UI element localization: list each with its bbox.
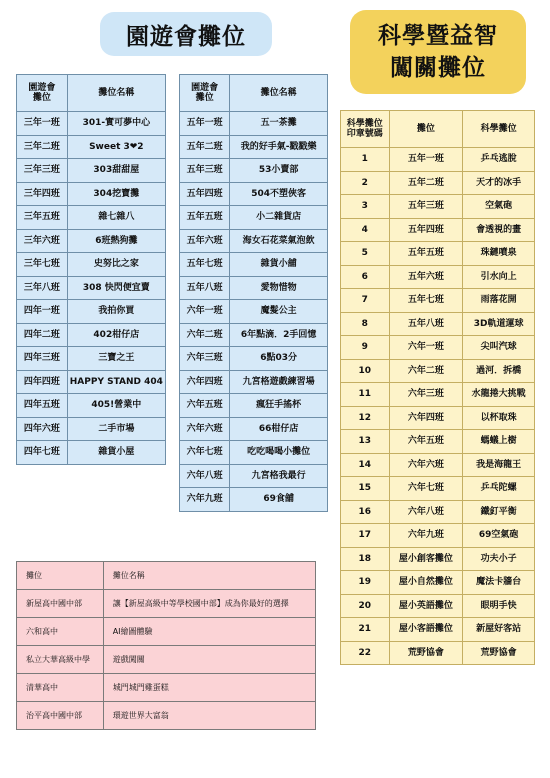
table-cell: 三年三班 (17, 159, 68, 183)
science-table (340, 110, 535, 665)
table-cell: Sweet 3❤2 (67, 135, 165, 159)
table-row (341, 336, 535, 360)
table-row (341, 453, 535, 477)
header-cell: 科學攤位 印章號碼 (341, 111, 390, 148)
table-cell: 四年三班 (17, 347, 68, 371)
table-cell: 三年一班 (17, 112, 68, 136)
table-cell: 2 (341, 171, 390, 195)
table-row (17, 112, 166, 136)
header-row (341, 111, 535, 148)
table-cell: 六年八班 (389, 500, 463, 524)
header-cell: 攤位名稱 (103, 562, 315, 590)
fair-title: 園遊會攤位 (100, 12, 272, 56)
table-cell: 六年四班 (180, 370, 230, 394)
table-cell: 6年點滴．2手回憶 (230, 323, 328, 347)
table-cell: 三年八班 (17, 276, 68, 300)
science-title-line2: 闖關攤位 (390, 55, 486, 81)
table-cell: 六年六班 (389, 453, 463, 477)
table-row (341, 383, 535, 407)
table-cell: 六和高中 (17, 618, 104, 646)
table-row (180, 394, 328, 418)
table-cell: 清華高中 (17, 674, 104, 702)
table-row (341, 312, 535, 336)
table-cell: 五年八班 (389, 312, 463, 336)
table-cell: 20 (341, 594, 390, 618)
table-cell: 九宮格遊戲練習場 (230, 370, 328, 394)
table-row (17, 646, 316, 674)
table-row (341, 242, 535, 266)
table-cell: 魔法卡牆台 (463, 571, 535, 595)
table-cell: 荒野協會 (463, 641, 535, 665)
table-cell: 53小賣部 (230, 159, 328, 183)
table-row (17, 618, 316, 646)
table-cell: 三年二班 (17, 135, 68, 159)
table-row (17, 300, 166, 324)
table-cell: 鐵釘平衡 (463, 500, 535, 524)
header-cell: 攤位名稱 (67, 75, 165, 112)
table-cell: 三寶之王 (67, 347, 165, 371)
table-cell: 天才的冰手 (463, 171, 535, 195)
table-row (180, 347, 328, 371)
table-cell: 瘋狂手搖杯 (230, 394, 328, 418)
table-cell: HAPPY STAND 404 (67, 370, 165, 394)
table-row (17, 135, 166, 159)
table-cell: 304挖寶攤 (67, 182, 165, 206)
table-cell: 12 (341, 406, 390, 430)
table-cell: 五一茶攤 (230, 112, 328, 136)
table-row (341, 477, 535, 501)
table-row (180, 370, 328, 394)
table-cell: 22 (341, 641, 390, 665)
table-cell: 五年四班 (389, 218, 463, 242)
table-cell: 六年二班 (389, 359, 463, 383)
table-cell: 愛物惜物 (230, 276, 328, 300)
table-cell: 4 (341, 218, 390, 242)
table-row (17, 323, 166, 347)
table-cell: 五年一班 (180, 112, 230, 136)
table-cell: 新屋好客站 (463, 618, 535, 642)
table-cell: 18 (341, 547, 390, 571)
table-cell: AI繪圖體驗 (103, 618, 315, 646)
table-cell: 六年九班 (180, 488, 230, 512)
header-cell: 攤位名稱 (230, 75, 328, 112)
table-row (341, 359, 535, 383)
table-cell: 三年五班 (17, 206, 68, 230)
table-cell: 雨落花開 (463, 289, 535, 313)
table-cell: 66柑仔店 (230, 417, 328, 441)
table-cell: 六年九班 (389, 524, 463, 548)
table-cell: 讓【新屋高級中等學校國中部】成為你最好的選擇 (103, 590, 315, 618)
table-cell: 雜貨小屋 (67, 441, 165, 465)
table-cell: 7 (341, 289, 390, 313)
header-row (17, 562, 316, 590)
table-cell: 九宮格我最行 (230, 464, 328, 488)
table-cell: 六年五班 (180, 394, 230, 418)
table-row (180, 464, 328, 488)
table-cell: 六年七班 (389, 477, 463, 501)
table-cell: 屋小英語攤位 (389, 594, 463, 618)
table-cell: 乒乓陀螺 (463, 477, 535, 501)
table-cell: 環遊世界大富翁 (103, 702, 315, 730)
table-row (341, 289, 535, 313)
table-row (341, 218, 535, 242)
table-cell: 六年七班 (180, 441, 230, 465)
header-row (180, 75, 328, 112)
table-cell: 新屋高中國中部 (17, 590, 104, 618)
table-row (341, 406, 535, 430)
table-cell: 魔髮公主 (230, 300, 328, 324)
table-cell: 海女石花菜氣泡飲 (230, 229, 328, 253)
table-row (180, 488, 328, 512)
table-cell: 五年六班 (389, 265, 463, 289)
table-cell: 五年六班 (180, 229, 230, 253)
table-row (341, 571, 535, 595)
table-cell: 10 (341, 359, 390, 383)
header-cell: 科學攤位 (463, 111, 535, 148)
table-row (341, 594, 535, 618)
table-cell: 五年三班 (389, 195, 463, 219)
table-cell: 空氣砲 (463, 195, 535, 219)
table-cell: 11 (341, 383, 390, 407)
table-row (180, 135, 328, 159)
table-row (341, 641, 535, 665)
table-cell: 引水向上 (463, 265, 535, 289)
table-cell: 屋小客語攤位 (389, 618, 463, 642)
fair-table-right (179, 74, 328, 512)
table-cell: 遊戲闖關 (103, 646, 315, 674)
table-row (180, 182, 328, 206)
table-row (180, 206, 328, 230)
table-row (180, 112, 328, 136)
table-cell: 五年四班 (180, 182, 230, 206)
table-cell: 三年七班 (17, 253, 68, 277)
table-cell: 21 (341, 618, 390, 642)
table-cell: 六年三班 (180, 347, 230, 371)
school-table (16, 561, 316, 730)
table-row (341, 265, 535, 289)
header-cell: 園遊會 攤位 (17, 75, 68, 112)
table-row (180, 229, 328, 253)
table-row (17, 590, 316, 618)
table-cell: 16 (341, 500, 390, 524)
header-cell: 攤位 (17, 562, 104, 590)
table-row (17, 674, 316, 702)
table-cell: 尖叫汽球 (463, 336, 535, 360)
table-cell: 乒乓逃脫 (463, 148, 535, 172)
table-row (341, 524, 535, 548)
table-cell: 402柑仔店 (67, 323, 165, 347)
table-row (180, 417, 328, 441)
table-cell: 6班熱狗攤 (67, 229, 165, 253)
table-cell: 五年三班 (180, 159, 230, 183)
table-cell: 五年五班 (180, 206, 230, 230)
table-cell: 我拍你買 (67, 300, 165, 324)
table-cell: 405!營業中 (67, 394, 165, 418)
table-row (180, 276, 328, 300)
table-cell: 屋小自然攤位 (389, 571, 463, 595)
table-row (17, 276, 166, 300)
table-cell: 四年五班 (17, 394, 68, 418)
table-row (17, 347, 166, 371)
header-row (17, 75, 166, 112)
table-cell: 69食舖 (230, 488, 328, 512)
fair-table-left (16, 74, 166, 465)
table-cell: 我的好手氣-戳戳樂 (230, 135, 328, 159)
header-cell: 園遊會 攤位 (180, 75, 230, 112)
header-cell: 攤位 (389, 111, 463, 148)
table-cell: 6點03分 (230, 347, 328, 371)
table-cell: 眼明手快 (463, 594, 535, 618)
table-row (341, 171, 535, 195)
table-cell: 301-實可夢中心 (67, 112, 165, 136)
table-cell: 我是海龍王 (463, 453, 535, 477)
table-cell: 1 (341, 148, 390, 172)
table-row (17, 417, 166, 441)
table-cell: 9 (341, 336, 390, 360)
table-row (341, 430, 535, 454)
table-cell: 四年四班 (17, 370, 68, 394)
table-row (341, 195, 535, 219)
table-cell: 荒野協會 (389, 641, 463, 665)
table-row (17, 702, 316, 730)
table-cell: 三年四班 (17, 182, 68, 206)
table-cell: 吃吃喝喝小攤位 (230, 441, 328, 465)
table-row (17, 206, 166, 230)
table-cell: 城門城門雞蛋糕 (103, 674, 315, 702)
table-cell: 會透視的畫 (463, 218, 535, 242)
science-title-line1: 科學暨益智 (378, 23, 498, 49)
table-cell: 六年三班 (389, 383, 463, 407)
table-row (180, 300, 328, 324)
table-cell: 13 (341, 430, 390, 454)
table-cell: 六年一班 (389, 336, 463, 360)
table-cell: 六年一班 (180, 300, 230, 324)
table-cell: 8 (341, 312, 390, 336)
table-cell: 螞蟻上樹 (463, 430, 535, 454)
table-cell: 五年八班 (180, 276, 230, 300)
table-cell: 3 (341, 195, 390, 219)
table-row (17, 159, 166, 183)
table-cell: 二手市場 (67, 417, 165, 441)
table-cell: 六年五班 (389, 430, 463, 454)
table-row (17, 370, 166, 394)
table-row (180, 441, 328, 465)
table-row (180, 159, 328, 183)
table-row (17, 229, 166, 253)
table-cell: 四年七班 (17, 441, 68, 465)
table-row (180, 323, 328, 347)
table-cell: 雜貨小舖 (230, 253, 328, 277)
table-cell: 六年六班 (180, 417, 230, 441)
table-cell: 五年五班 (389, 242, 463, 266)
table-cell: 六年二班 (180, 323, 230, 347)
table-cell: 史努比之家 (67, 253, 165, 277)
table-row (341, 618, 535, 642)
table-cell: 504不塑俠客 (230, 182, 328, 206)
table-row (17, 394, 166, 418)
table-cell: 六年八班 (180, 464, 230, 488)
table-cell: 雜七雜八 (67, 206, 165, 230)
table-row (341, 500, 535, 524)
table-cell: 5 (341, 242, 390, 266)
table-cell: 308 快閃便宜賣 (67, 276, 165, 300)
table-cell: 六年四班 (389, 406, 463, 430)
table-cell: 四年一班 (17, 300, 68, 324)
table-cell: 四年六班 (17, 417, 68, 441)
table-cell: 303甜甜屋 (67, 159, 165, 183)
table-row (341, 148, 535, 172)
table-cell: 以杯取珠 (463, 406, 535, 430)
table-cell: 小二雜貨店 (230, 206, 328, 230)
table-row (17, 182, 166, 206)
table-cell: 17 (341, 524, 390, 548)
table-cell: 屋小創客攤位 (389, 547, 463, 571)
table-cell: 五年二班 (389, 171, 463, 195)
table-cell: 過河．拆橋 (463, 359, 535, 383)
table-cell: 私立大華高級中學 (17, 646, 104, 674)
table-cell: 15 (341, 477, 390, 501)
table-cell: 3D軌道運球 (463, 312, 535, 336)
table-cell: 五年七班 (389, 289, 463, 313)
table-cell: 五年七班 (180, 253, 230, 277)
table-cell: 69空氣砲 (463, 524, 535, 548)
table-cell: 14 (341, 453, 390, 477)
table-row (17, 441, 166, 465)
table-cell: 6 (341, 265, 390, 289)
table-cell: 水龍捲大挑戰 (463, 383, 535, 407)
table-cell: 功夫小子 (463, 547, 535, 571)
table-cell: 四年二班 (17, 323, 68, 347)
table-cell: 五年二班 (180, 135, 230, 159)
table-cell: 五年一班 (389, 148, 463, 172)
table-row (180, 253, 328, 277)
table-row (17, 253, 166, 277)
table-cell: 珠鏈噴泉 (463, 242, 535, 266)
table-row (341, 547, 535, 571)
table-cell: 治平高中國中部 (17, 702, 104, 730)
table-cell: 19 (341, 571, 390, 595)
science-title (350, 10, 526, 94)
table-cell: 三年六班 (17, 229, 68, 253)
